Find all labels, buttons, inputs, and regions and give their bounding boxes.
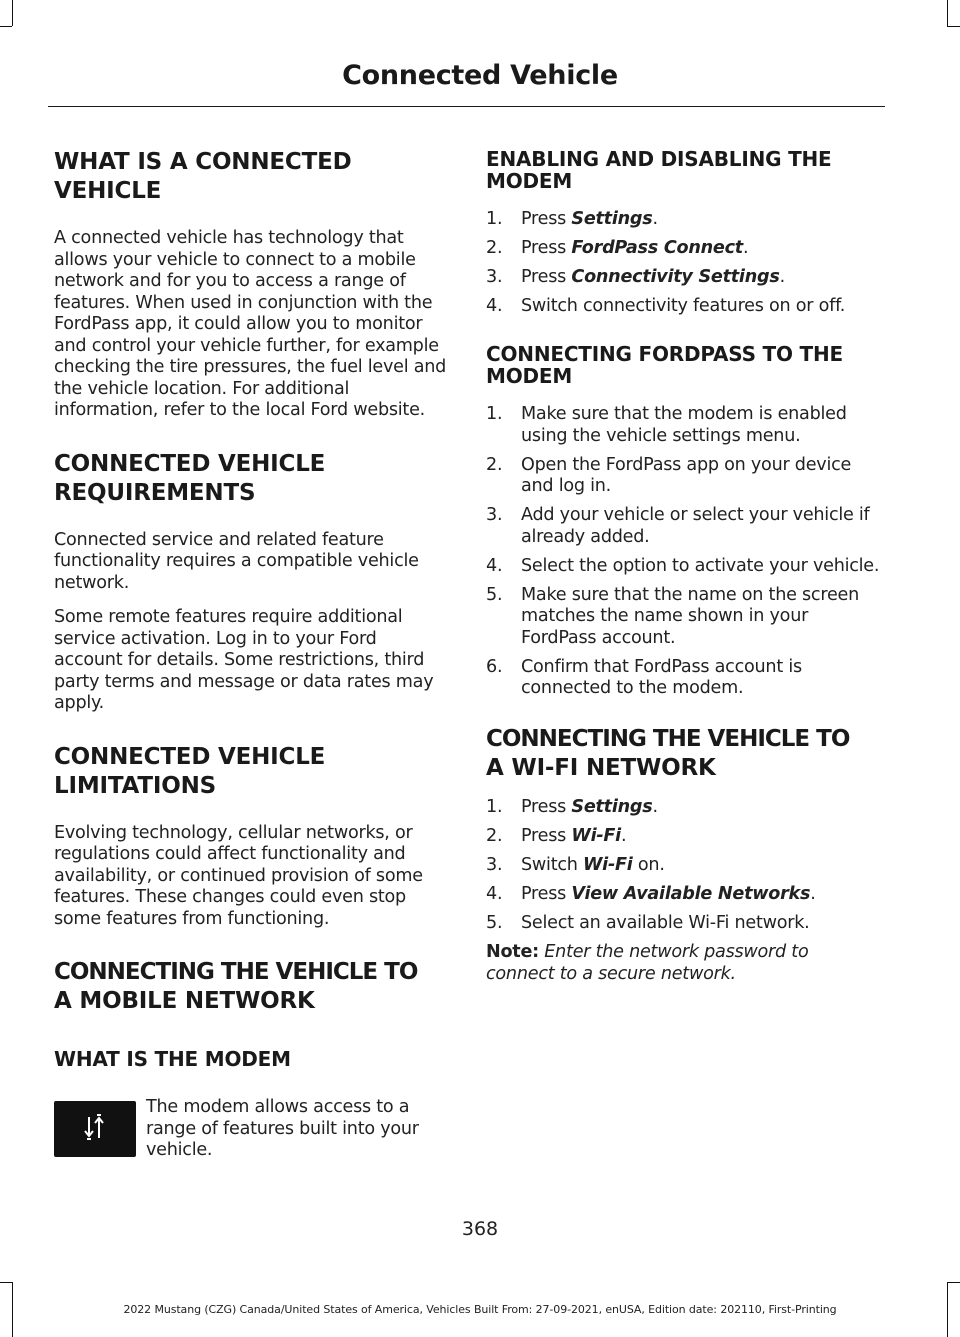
section-heading: CONNECTING FORDPASS TO THE MODEM (486, 342, 843, 388)
menu-item-reference: Connectivity Settings (571, 267, 780, 287)
step-text: on. (632, 855, 665, 875)
crop-mark (0, 1282, 12, 1283)
step-text: Switch connectivity features on or off. (521, 296, 846, 316)
section-heading: CONNECTED VEHICLE (54, 450, 326, 477)
section-heading: CONNECTED VEHICLE (54, 743, 326, 770)
list-item (486, 296, 882, 318)
list-item (486, 556, 882, 578)
header-divider (48, 106, 885, 107)
section-heading: REQUIREMENTS (54, 479, 256, 506)
step-number: 5. (486, 584, 503, 605)
list-item (486, 267, 882, 289)
paragraph: A connected vehicle has technology that allows your vehicle to connect to a mobile network and for you to access a range of features. When used in conjunction with the FordPass app, it could allow you to monitor and control your vehicle further, for example checking the tire pressures, the fuel level and the vehicle location. For additional information, refer to the local Ford website. (54, 228, 447, 420)
step-text: Add your vehicle or select your vehicle if already added. (521, 505, 870, 547)
section-heading: CONNECTING THE VEHICLE TO (486, 726, 850, 752)
menu-item-reference: Settings (571, 209, 653, 229)
step-text: . (742, 238, 749, 258)
page-title: Connected Vehicle (342, 60, 618, 91)
modem-description (54, 1097, 448, 1161)
list-item (486, 657, 882, 700)
step-number: 3. (486, 505, 503, 525)
paragraph: The modem allows access to a range of features built into your vehicle. (146, 1097, 419, 1160)
step-number: 3. (486, 855, 503, 875)
step-text: Make sure that the name on the screen matches the name shown in your FordPass account. (521, 584, 860, 648)
step-number: 1. (486, 209, 503, 229)
right-column (486, 138, 882, 985)
step-text: Press (521, 238, 572, 258)
step-list (486, 209, 882, 318)
crop-mark (0, 26, 12, 27)
note-text: Enter the network password to connect to a secure network. (486, 942, 809, 984)
menu-item-reference: Settings (571, 797, 653, 817)
step-text: Select an available Wi-Fi network. (521, 913, 810, 933)
step-text: . (779, 267, 785, 287)
menu-item-reference: Wi-Fi (571, 826, 621, 846)
paragraph: Some remote features require additional service activation. Log in to your Ford account for details. Some restrictions, third party terms and message or data rates may apply. (54, 607, 434, 713)
paragraph: Evolving technology, cellular networks, or regulations could affect functionality and availability, or continued provision of some features. These changes could even stop some features from functioning. (54, 822, 423, 929)
step-number: 3. (486, 267, 503, 287)
list-item (486, 797, 882, 819)
note-label: Note: (486, 942, 539, 962)
section-heading: ENABLING AND DISABLING THE MODEM (486, 147, 832, 193)
step-number: 1. (486, 404, 503, 424)
step-text: Press (521, 884, 572, 904)
step-text: Select the option to activate your vehicle. (521, 555, 880, 576)
left-column (54, 138, 448, 1161)
menu-item-reference: View Available Networks (571, 884, 811, 904)
step-text: Press (521, 797, 572, 817)
crop-mark (947, 0, 948, 26)
step-number: 4. (486, 884, 503, 904)
list-item (486, 209, 882, 231)
list-item (486, 505, 882, 548)
step-text: Press (521, 267, 572, 287)
step-number: 6. (486, 656, 503, 677)
list-item (486, 855, 882, 877)
section-heading: A MOBILE NETWORK (54, 988, 315, 1014)
step-text: . (652, 797, 658, 817)
list-item (486, 585, 882, 650)
subsection-heading: WHAT IS THE MODEM (54, 1047, 291, 1071)
step-number: 2. (486, 454, 503, 475)
crop-mark (12, 0, 13, 26)
paragraph: Connected service and related feature functionality requires a compatible vehicle network. (54, 529, 419, 593)
list-item (486, 238, 882, 260)
step-number: 2. (486, 826, 503, 846)
page-number: 368 (461, 1218, 499, 1240)
page-footer: 2022 Mustang (CZG) Canada/United States of America, Vehicles Built From: 27-09-2021, enUSA, Edition date: 202110, First-Printing (123, 1303, 837, 1316)
step-number: 1. (486, 797, 503, 817)
section-heading: VEHICLE (54, 178, 162, 204)
step-text: Switch (521, 855, 584, 875)
step-list (486, 797, 882, 935)
step-number: 4. (486, 296, 503, 316)
section-heading: WHAT IS A CONNECTED (54, 149, 352, 175)
list-item (486, 884, 882, 906)
note (486, 942, 882, 985)
section-heading: A WI-FI NETWORK (486, 755, 716, 781)
list-item (486, 404, 882, 447)
step-text: Press (521, 826, 572, 846)
step-text: Open the FordPass app on your device and log in. (521, 454, 852, 496)
section-heading: CONNECTING THE VEHICLE TO (54, 959, 418, 985)
step-text: Press (521, 209, 572, 229)
crop-mark (947, 1282, 960, 1283)
step-list (486, 404, 882, 700)
menu-item-reference: FordPass Connect (571, 238, 743, 258)
menu-item-reference: Wi-Fi (583, 855, 633, 875)
step-number: 4. (486, 555, 503, 576)
section-heading: LIMITATIONS (54, 772, 216, 799)
step-text: Confirm that FordPass account is connected to the modem. (521, 656, 802, 698)
step-number: 5. (486, 913, 503, 933)
list-item (486, 455, 882, 498)
modem-arrows-icon (54, 1101, 136, 1157)
list-item (486, 913, 882, 935)
crop-mark (947, 26, 960, 27)
list-item (486, 826, 882, 848)
step-text: Make sure that the modem is enabled using the vehicle settings menu. (521, 404, 847, 446)
step-text: . (810, 884, 816, 904)
step-number: 2. (486, 238, 503, 258)
step-text: . (652, 209, 658, 229)
step-text: . (620, 826, 627, 846)
